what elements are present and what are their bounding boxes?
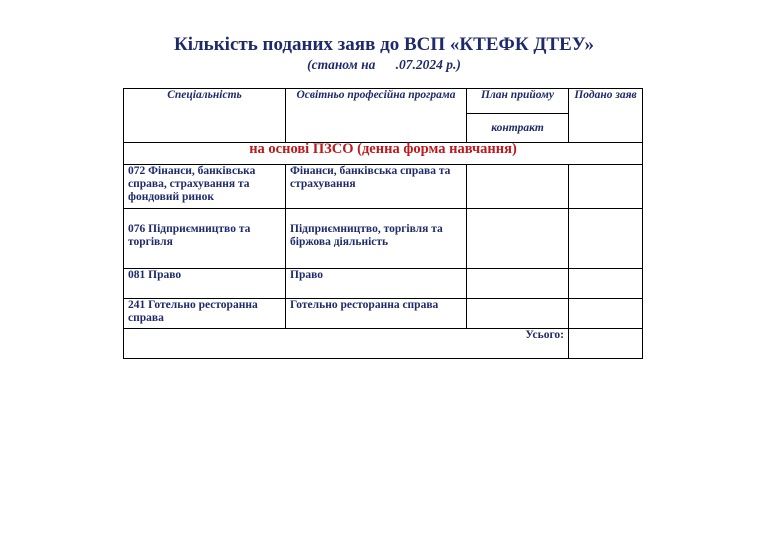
table-row bbox=[124, 299, 643, 329]
total-label: Усього: bbox=[124, 329, 569, 359]
table-row bbox=[124, 165, 643, 209]
page-title: Кількість поданих заяв до ВСП «КТЕФК ДТЕУ» bbox=[173, 34, 595, 55]
row-submitted bbox=[569, 209, 643, 269]
table-row bbox=[124, 209, 643, 269]
table-row bbox=[124, 269, 643, 299]
row-specialty: 072 Фінанси, банківська справа, страхування та фондовий ринок bbox=[124, 165, 286, 209]
row-plan bbox=[467, 299, 569, 329]
applications-table bbox=[123, 88, 643, 359]
row-plan bbox=[467, 209, 569, 269]
row-specialty: 081 Право bbox=[124, 269, 286, 299]
row-plan bbox=[467, 269, 569, 299]
column-header-plan-contract: контракт bbox=[467, 114, 569, 143]
column-header-specialty: Спеціальність bbox=[124, 89, 286, 143]
column-header-plan: План прийому bbox=[467, 89, 569, 114]
row-program: Підприємництво, торгівля та біржова діяльність bbox=[286, 209, 467, 269]
row-program: Фінанси, банківська справа та страхування bbox=[286, 165, 467, 209]
row-program: Право bbox=[286, 269, 467, 299]
section-title: на основі ПЗСО (денна форма навчання) bbox=[124, 143, 643, 165]
page-subtitle: (станом на .07.2024 р.) bbox=[307, 57, 461, 72]
row-program: Готельно ресторанна справа bbox=[286, 299, 467, 329]
row-specialty: 076 Підприємництво та торгівля bbox=[124, 209, 286, 269]
total-row bbox=[124, 329, 643, 359]
total-value bbox=[569, 329, 643, 359]
row-submitted bbox=[569, 165, 643, 209]
row-specialty: 241 Готельно ресторанна справа bbox=[124, 299, 286, 329]
column-header-program: Освітньо професійна програма bbox=[286, 89, 467, 143]
column-header-submitted: Подано заяв bbox=[569, 89, 643, 143]
row-submitted bbox=[569, 299, 643, 329]
row-submitted bbox=[569, 269, 643, 299]
row-plan bbox=[467, 165, 569, 209]
